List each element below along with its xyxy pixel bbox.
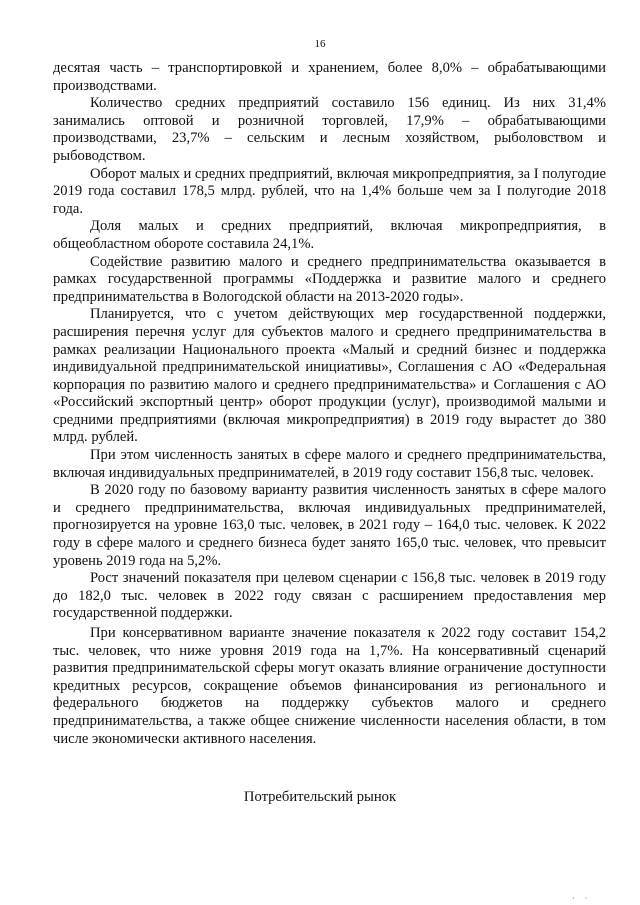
scan-marks: · · [572, 894, 592, 903]
paragraph: В 2020 году по базовому варианту развития численность занятых в сфере малого и среднего предпринимательства, включая индивидуальных предпринимателей, прогнозируется на уровне 163,0 тыс. человек, в 2021 году – 164,0 тыс. человек. К 2022 году в сфере малого и среднего бизнеса будет занято 165,0 тыс. человек, что превысит уровень 2019 года на 5,2%. [53, 482, 606, 569]
page-number: 16 [314, 38, 326, 50]
paragraph: десятая часть – транспортировкой и хранением, более 8,0% – обрабатывающими производствами. [53, 60, 606, 94]
document-body [53, 60, 606, 748]
paragraph: Содействие развитию малого и среднего предпринимательства оказывается в рамках государственной программы «Поддержка и развитие малого и среднего предпринимательства в Вологодской области на 2013-2020 годы». [53, 253, 606, 305]
paragraph: Планируется, что с учетом действующих мер государственной поддержки, расширения перечня услуг для субъектов малого и среднего предпринимательства в рамках реализации Национального проекта «Малый и средний бизнес и поддержка индивидуальной предпринимательской инициативы», Соглашения с АО «Федеральная корпорация по развитию малого и среднего предпринимательства» и Соглашения с АО «Российский экспортный центр» оборот продукции (услуг), производимой малыми и средними предприятиями (включая микропредприятия) в 2019 году вырастет до 380 млрд. рублей. [53, 306, 606, 446]
paragraph: При этом численность занятых в сфере малого и среднего предпринимательства, включая индивидуальных предпринимателей, в 2019 году составит 156,8 тыс. человек. [53, 447, 606, 481]
paragraph: Рост значений показателя при целевом сценарии с 156,8 тыс. человек в 2019 году до 182,0 тыс. человек в 2022 году связан с расширением предоставления мер государственной поддержки. [53, 570, 606, 622]
paragraph: Количество средних предприятий составило 156 единиц. Из них 31,4% занимались оптовой и розничной торговлей, 17,9% – обрабатывающими производствами, 23,7% – сельским и лесным хозяйством, рыболовством и рыбоводством. [53, 95, 606, 164]
paragraph: Оборот малых и средних предприятий, включая микропредприятия, за I полугодие 2019 года составил 178,5 млрд. рублей, что на 1,4% больше чем за I полугодие 2018 года. [53, 165, 606, 217]
section-title: Потребительский рынок [243, 789, 397, 805]
paragraph: Доля малых и средних предприятий, включая микропредприятия, в общеобластном обороте составила 24,1%. [53, 218, 606, 252]
paragraph: При консервативном варианте значение показателя к 2022 году составит 154,2 тыс. человек, что ниже уровня 2019 года на 1,7%. На консервативный сценарий развития предпринимательской сферы могут оказать влияние ограничение доступности кредитных ресурсов, сокращение объемов финансирования из регионального и федерального бюджетов на поддержку субъектов малого и среднего предпринимательства, а также общее снижение численности населения области, в том числе экономически активного населения. [53, 625, 606, 747]
